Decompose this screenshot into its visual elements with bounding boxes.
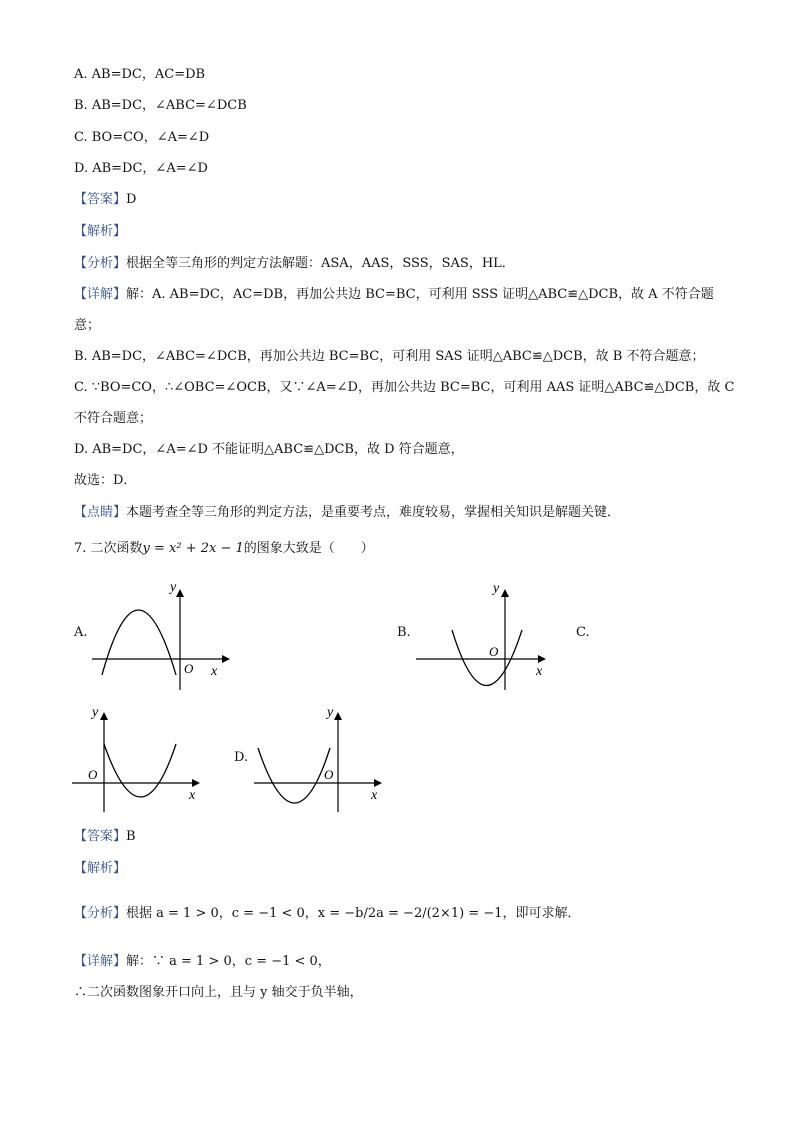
detail-tag: 【详解】 [74,954,127,969]
q6-detail-line-6: D. AB=DC，∠A=∠D 不能证明△ABC≌△DCB，故 D 符合题意， [74,442,464,457]
axis-y-label: y [493,581,500,596]
q6-option-a: A. AB=DC，AC=DB [74,67,206,82]
q6-analysis-tag [74,223,126,241]
fenxi-text: 根据 a = 1 > 0，c = −1 < 0，x = −b/2a = −2/(2×1) = −1，即可求解． [126,906,581,921]
q7-stem-suffix: 的图象大致是（ ） [243,541,374,556]
q6-detail-line-7: 故选：D． [74,473,137,488]
answer-tag: 【答案】 [74,192,127,207]
detail-text: 解：∵ a = 1 > 0，c = −1 < 0， [126,954,331,969]
axis-origin-label: O [324,767,334,782]
q7-answer [74,828,136,846]
axis-origin-label: O [184,661,194,676]
axis-x-label: x [536,664,543,679]
q6-option-d: D. AB=DC，∠A=∠D [74,161,208,176]
option-c-label: C. [576,625,590,640]
fenxi-text: 根据全等三角形的判定方法解题：ASA，AAS，SSS，SAS，HL． [126,256,515,271]
axis-origin-label: O [88,767,98,782]
q6-detail-line-4: C. ∵BO=CO，∴∠OBC=∠OCB，又∵∠A=∠D，再加公共边 BC=BC，可利用 AAS 证明△ABC≌△DCB，故 C [74,380,735,395]
q7-stem-prefix: 7. 二次函数 [74,541,143,556]
axis-x-label: x [189,788,196,803]
analysis-tag: 【解析】 [74,224,127,239]
graph-c [68,700,218,820]
axis-x-label: x [371,788,378,803]
answer-value: D [126,192,137,207]
q6-option-b: B. AB=DC，∠ABC=∠DCB [74,98,247,113]
q6-detail-line-2: 意； [74,318,101,333]
q7-detail [74,953,331,971]
option-d-label: D. [234,750,249,765]
fenxi-tag: 【分析】 [74,906,127,921]
answer-value: B [126,829,136,844]
option-a-label: A. [74,625,88,640]
q6-detail-line-3: B. AB=DC，∠ABC=∠DCB，再加公共边 BC=BC，可利用 SAS 证明△ABC≌△DCB，故 B 不符合题意； [74,349,705,364]
detail-tag: 【详解】 [74,287,127,302]
q7-analysis-tag [74,860,126,878]
analysis-tag: 【解析】 [74,861,127,876]
q6-option-c: C. BO=CO，∠A=∠D [74,130,210,145]
graph-d [250,700,400,820]
axis-y-label: y [327,705,334,720]
q6-detail-line-1 [74,286,714,304]
axis-x-label: x [211,664,218,679]
dianjing-tag: 【点睛】 [74,505,127,520]
q7-stem [74,540,374,558]
q6-dianjing [74,504,620,522]
option-b-label: B. [397,625,411,640]
q6-answer [74,191,136,209]
q7-conclusion: ∴二次函数图象开口向上，且与 y 轴交于负半轴， [74,985,363,1000]
axis-y-label: y [170,580,177,595]
graph-a [90,575,240,695]
dianjing-text: 本题考查全等三角形的判定方法，是重要考点，难度较易，掌握相关知识是解题关键． [126,505,621,520]
answer-tag: 【答案】 [74,829,127,844]
graph-b [412,575,562,695]
axis-y-label: y [92,705,99,720]
q6-fenxi [74,255,515,273]
q7-fenxi [74,905,581,923]
detail-text: 解：A. AB=DC，AC=DB，再加公共边 BC=BC，可利用 SSS 证明△ABC≌△DCB，故 A 不符合题 [126,287,714,302]
axis-origin-label: O [489,644,499,659]
q6-detail-line-5: 不符合题意； [74,411,153,426]
fenxi-tag: 【分析】 [74,256,127,271]
q7-stem-formula: y = x² + 2x − 1 [142,541,244,556]
